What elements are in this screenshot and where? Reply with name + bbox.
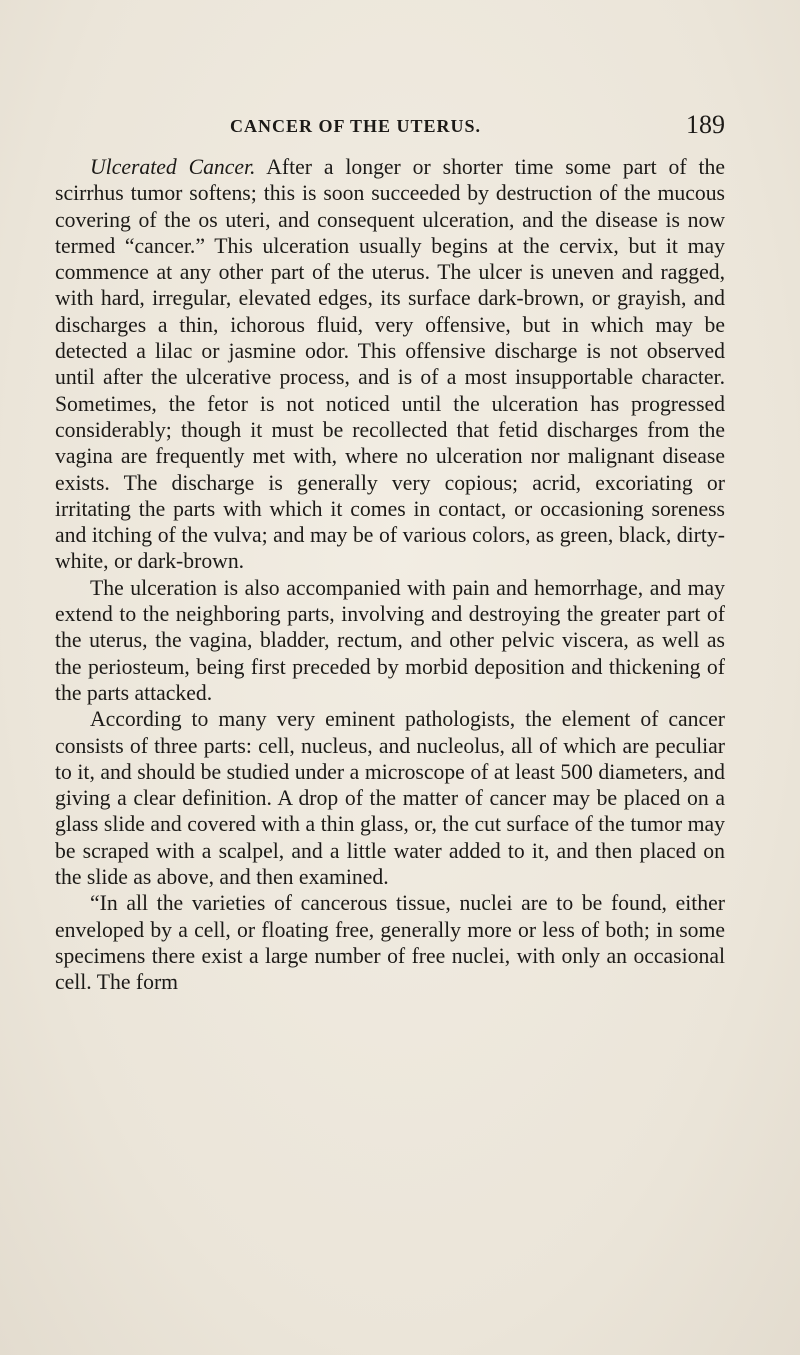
paragraph-ulceration-pain bbox=[55, 575, 725, 706]
paragraph-text: According to many very eminent pathologists, the element of cancer consists of three parts: cell, nucleus, and nucleolus, all of which are peculiar to it, and should be studied under a microscope of at least 500 diameters, and giving a clear definition. A drop of the matter of cancer may be placed on a glass slide and covered with a thin glass, or, the cut surface of the tumor may be scraped with a scalpel, and a little water added to it, and then placed on the slide as above, and then examined. bbox=[55, 707, 725, 890]
body-text bbox=[55, 154, 725, 996]
paragraph-cancerous-tissue-quote bbox=[55, 890, 725, 995]
running-head bbox=[55, 86, 725, 139]
paragraph-text: “In all the varieties of cancerous tissue, nuclei are to be found, either enveloped by a cell, or floating free, generally more or less of both; in some specimens there exist a large number of free nuclei, with only an occasional cell. The form bbox=[55, 891, 725, 995]
paragraph-text: After a longer or shorter time some part of the scirrhus tumor softens; this is soon succeeded by destruction of the mucous covering of the os uteri, and consequent ulceration, and the disease is now termed “cancer.” This ulceration usually begins at the cervix, but it may commence at any other part of the uterus. The ulcer is uneven and ragged, with hard, irregular, elevated edges, its surface dark-brown, or grayish, and discharges a thin, ichorous fluid, very offensive, but in which may be detected a lilac or jasmine odor. This offensive discharge is not observed until after the ulcerative process, and is of a most insupportable character. Sometimes, the fetor is not noticed until the ulceration has progressed considerably; though it must be recollected that fetid discharges from the vagina are frequently met with, where no ulceration nor malignant disease exists. The discharge is generally very copious; acrid, excoriating or irritating the parts with which it comes in contact, or occasioning soreness and itching of the vulva; and may be of various colors, as green, black, dirty-white, or dark-brown. bbox=[55, 155, 725, 574]
paragraph-pathologists bbox=[55, 706, 725, 890]
paragraph-text: The ulceration is also accompanied with pain and hemorrhage, and may extend to the neighboring parts, involving and destroying the greater part of the uterus, the vagina, bladder, rectum, and other pelvic viscera, as well as the periosteum, being first preceded by morbid deposition and thickening of the parts attacked. bbox=[55, 575, 725, 705]
page-header-title: CANCER OF THE UTERUS. bbox=[230, 116, 482, 136]
page-number: 189 bbox=[686, 110, 725, 139]
section-lead-heading: Ulcerated Cancer. bbox=[90, 155, 256, 179]
paragraph-ulcerated-cancer bbox=[55, 154, 725, 575]
